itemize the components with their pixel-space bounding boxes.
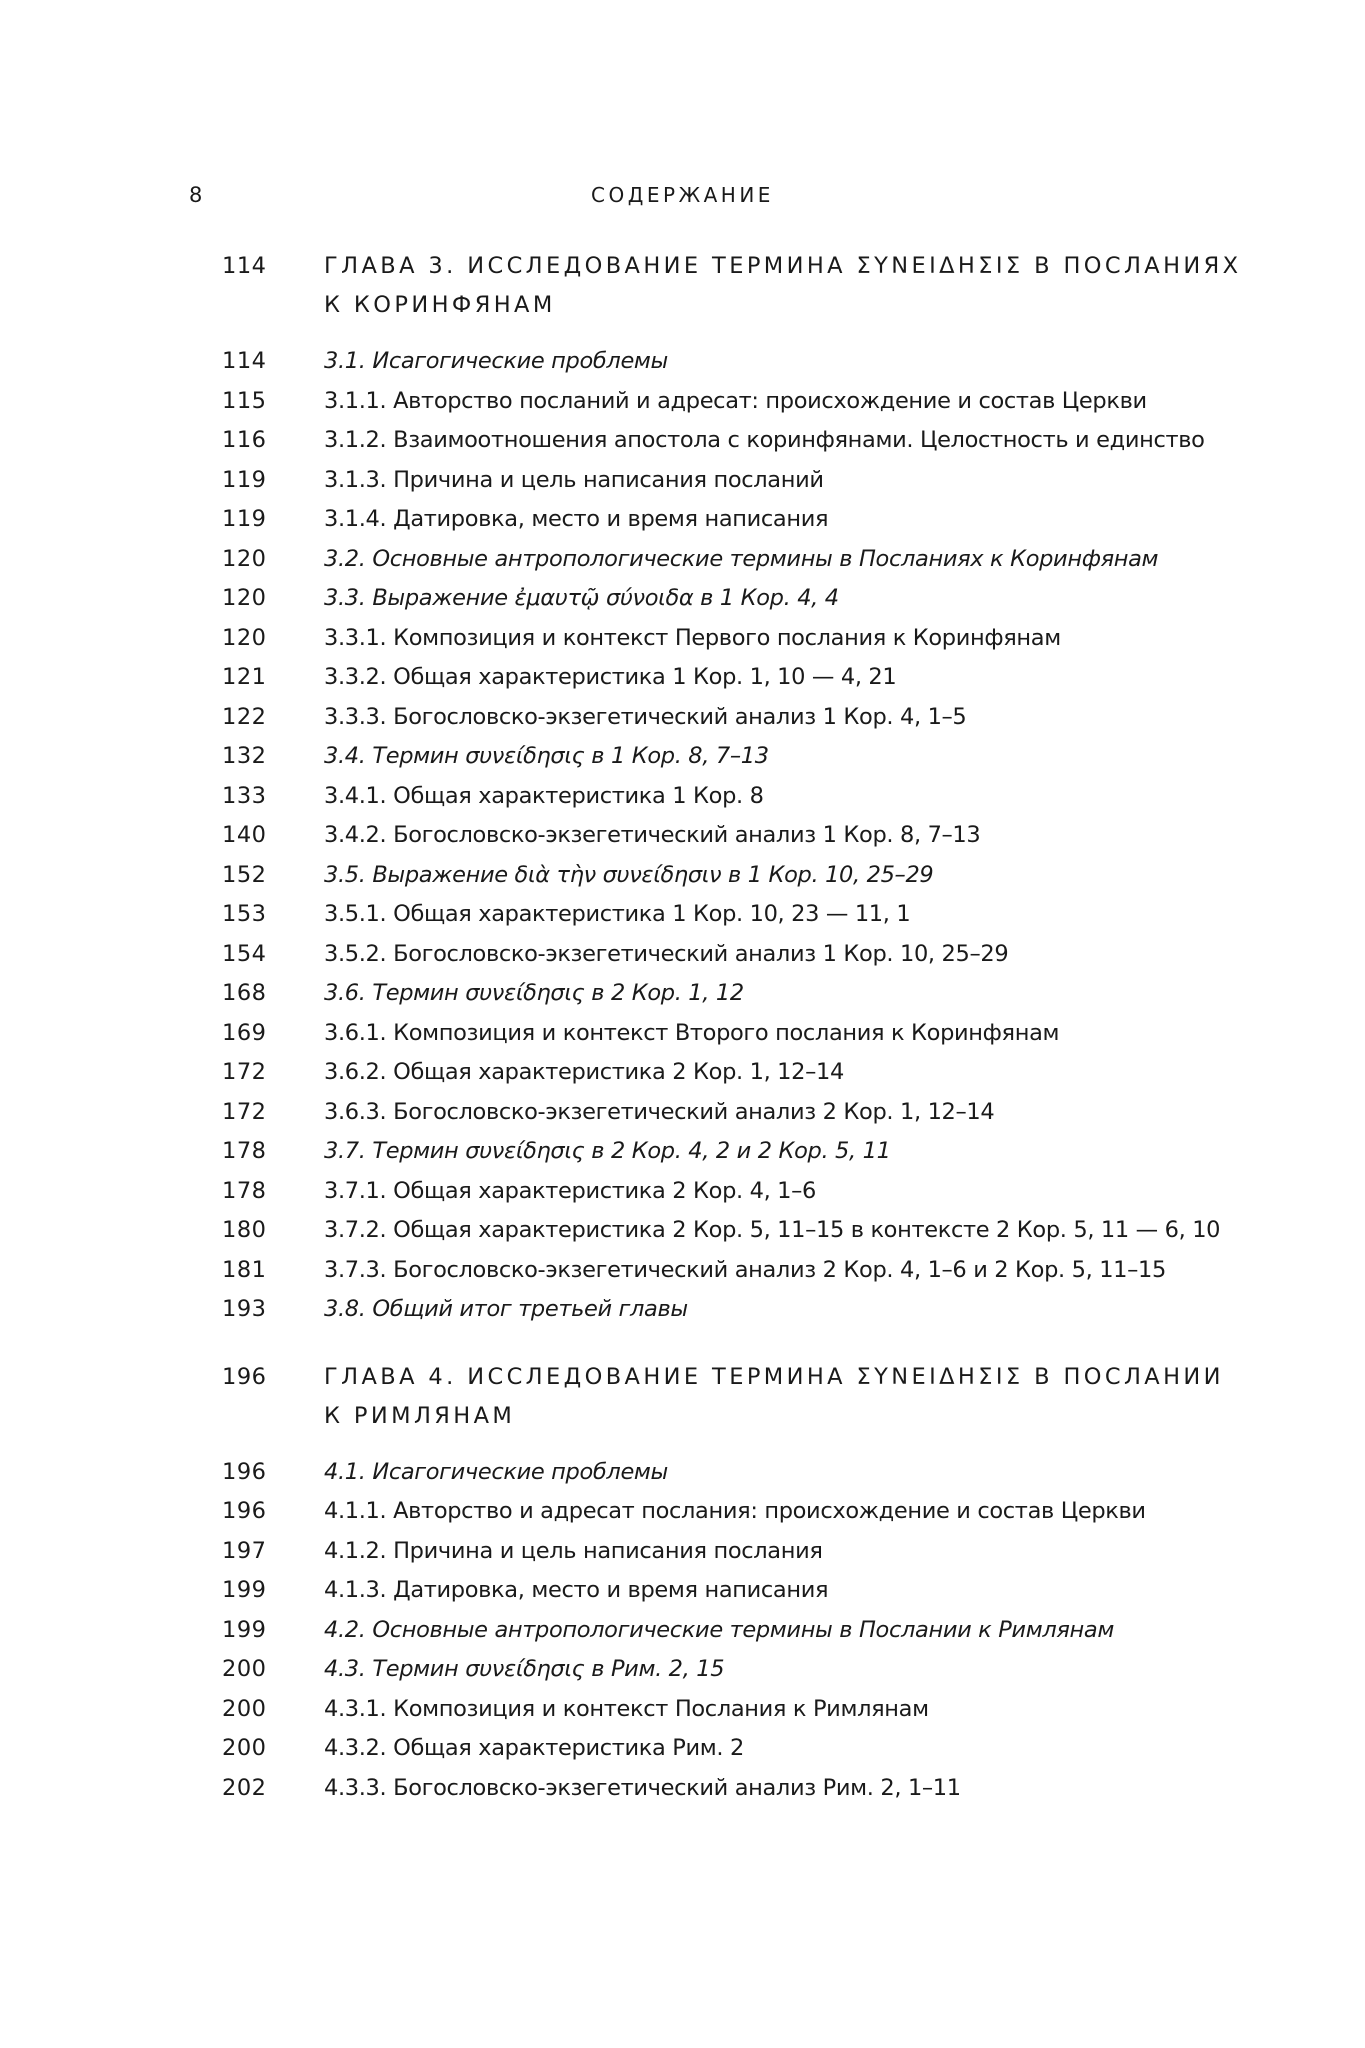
toc-entry-title: 3.7.3. Богословско-экзегетический анализ 2 Кор. 4, 1–6 и 2 Кор. 5, 11–15 [324, 1256, 1166, 1283]
toc-subsection-entry [222, 698, 1222, 738]
toc-page-number: 169 [222, 1019, 267, 1046]
toc-subsection-entry [222, 1571, 1222, 1611]
toc-page-number: 180 [222, 1217, 267, 1243]
toc-page-number: 196 [222, 1458, 267, 1485]
toc-subsection-entry [222, 895, 1222, 935]
chapter-title-line: К КОРИНФЯНАМ [324, 292, 556, 318]
toc-entry-title: 3.1.4. Датировка, место и время написания [324, 506, 829, 532]
toc-entry-title: 4.1.3. Датировка, место и время написания [324, 1577, 829, 1603]
chapter-title-line: К РИМЛЯНАМ [324, 1402, 516, 1429]
toc-subsection-entry [222, 1053, 1222, 1093]
toc-page-number: 140 [222, 822, 267, 848]
toc-page-number: 181 [222, 1256, 267, 1283]
toc-section-entry [222, 856, 1222, 896]
toc-subsection-entry [222, 421, 1222, 461]
toc-section-entry [222, 1453, 1222, 1493]
chapter-title [324, 1358, 1224, 1436]
toc-entry-title: 4.3.1. Композиция и контекст Послания к Римлянам [324, 1695, 929, 1722]
toc-entry-title: 3.3.1. Композиция и контекст Первого послания к Коринфянам [324, 624, 1061, 651]
toc-page-number: 121 [222, 664, 267, 690]
toc-page-number: 153 [222, 901, 267, 927]
toc-entry-title: 4.3. Термин συνείδησις в Рим. 2, 15 [324, 1656, 725, 1682]
toc-page-number: 115 [222, 387, 267, 414]
toc-subsection-entry [222, 461, 1222, 501]
toc-subsection-entry [222, 1251, 1222, 1291]
toc-subsection-entry [222, 1769, 1222, 1809]
toc-subsection-entry [222, 500, 1222, 540]
toc-entry-title: 3.6.3. Богословско-экзегетический анализ 2 Кор. 1, 12–14 [324, 1098, 995, 1125]
chapter-4-entries [222, 1453, 1222, 1809]
chapter-3-entries [222, 342, 1222, 1330]
toc-section-entry [222, 1650, 1222, 1690]
toc-page-number: 200 [222, 1695, 267, 1722]
toc-entry-title: 3.6. Термин συνείδησις в 2 Кор. 1, 12 [324, 980, 744, 1006]
toc-section-entry [222, 974, 1222, 1014]
toc-page-number: 199 [222, 1616, 267, 1643]
chapter-page-number: 114 [222, 253, 267, 279]
toc-entry-title: 3.3. Выражение ἐμαυτῷ σύνοιδα в 1 Кор. 4, 4 [324, 585, 839, 611]
toc-entry-title: 4.1. Исагогические проблемы [324, 1458, 668, 1485]
toc-entry-title: 3.1.1. Авторство посланий и адресат: происхождение и состав Церкви [324, 387, 1147, 414]
toc-subsection-entry [222, 619, 1222, 659]
chapter-title [324, 247, 1242, 325]
toc-page-number: 178 [222, 1177, 267, 1204]
toc-entry-title: 3.4. Термин συνείδησις в 1 Кор. 8, 7–13 [324, 743, 769, 769]
toc-entry-title: 4.3.2. Общая характеристика Рим. 2 [324, 1735, 744, 1761]
toc-subsection-entry [222, 1211, 1222, 1251]
chapter-separator [222, 1330, 1222, 1358]
toc-entry-title: 3.8. Общий итог третьей главы [324, 1296, 688, 1322]
toc-section-entry [222, 737, 1222, 777]
toc-subsection-entry [222, 1172, 1222, 1212]
toc-entry-title: 3.3.2. Общая характеристика 1 Кор. 1, 10 — 4, 21 [324, 664, 897, 690]
toc-subsection-entry [222, 1690, 1222, 1730]
chapter-title-line: ГЛАВА 4. ИССЛЕДОВАНИЕ ТЕРМИНА ΣΥΝΕΙΔΗΣΙΣ В ПОСЛАНИИ [324, 1363, 1224, 1390]
toc-entry-title: 3.4.1. Общая характеристика 1 Кор. 8 [324, 782, 764, 809]
toc-section-entry [222, 342, 1222, 382]
chapter-4-heading [222, 1358, 1222, 1436]
toc-page-number: 133 [222, 782, 267, 809]
toc-page-number: 119 [222, 466, 267, 493]
toc-section-entry [222, 579, 1222, 619]
toc-entry-title: 4.3.3. Богословско-экзегетический анализ Рим. 2, 1–11 [324, 1774, 961, 1801]
toc-entry-title: 3.2. Основные антропологические термины в Посланиях к Коринфянам [324, 545, 1159, 572]
toc-page-number: 122 [222, 703, 267, 730]
toc-subsection-entry [222, 1093, 1222, 1133]
toc-entry-title: 4.1.2. Причина и цель написания послания [324, 1537, 823, 1564]
toc-page-number: 200 [222, 1656, 267, 1682]
toc-page-number: 120 [222, 624, 267, 651]
toc-page-number: 132 [222, 743, 267, 769]
toc-page-number: 196 [222, 1498, 267, 1524]
toc-entry-title: 3.6.2. Общая характеристика 2 Кор. 1, 12–14 [324, 1059, 844, 1085]
toc-entry-title: 3.3.3. Богословско-экзегетический анализ 1 Кор. 4, 1–5 [324, 703, 967, 730]
toc-subsection-entry [222, 382, 1222, 422]
toc-entry-title: 3.5. Выражение διὰ τὴν συνείδησιν в 1 Кор. 10, 25–29 [324, 861, 934, 888]
toc-entry-title: 3.6.1. Композиция и контекст Второго послания к Коринфянам [324, 1019, 1060, 1046]
chapter-title-line: ГЛАВА 3. ИССЛЕДОВАНИЕ ТЕРМИНА ΣΥΝΕΙΔΗΣΙΣ В ПОСЛАНИЯХ [324, 253, 1242, 279]
toc-subsection-entry [222, 1492, 1222, 1532]
toc-page-number: 172 [222, 1098, 267, 1125]
toc-subsection-entry [222, 658, 1222, 698]
toc-page-number: 199 [222, 1577, 267, 1603]
toc-entry-title: 3.7.2. Общая характеристика 2 Кор. 5, 11–15 в контексте 2 Кор. 5, 11 — 6, 10 [324, 1217, 1221, 1243]
toc-entry-title: 3.1.2. Взаимоотношения апостола с коринфянами. Целостность и единство [324, 427, 1205, 453]
toc-page-number: 193 [222, 1296, 267, 1322]
chapter-3-heading [222, 247, 1242, 325]
toc-section-entry [222, 540, 1222, 580]
toc-page-number: 178 [222, 1138, 267, 1164]
table-of-contents [222, 247, 1242, 1808]
toc-subsection-entry [222, 1532, 1222, 1572]
toc-section-entry [222, 1290, 1222, 1330]
toc-page-number: 152 [222, 861, 267, 888]
toc-page-number: 119 [222, 506, 267, 532]
toc-entry-title: 3.5.1. Общая характеристика 1 Кор. 10, 23 — 11, 1 [324, 901, 911, 927]
toc-entry-title: 4.2. Основные антропологические термины в Послании к Римлянам [324, 1616, 1114, 1643]
toc-entry-title: 3.5.2. Богословско-экзегетический анализ 1 Кор. 10, 25–29 [324, 940, 1009, 967]
toc-subsection-entry [222, 816, 1222, 856]
toc-entry-title: 4.1.1. Авторство и адресат послания: происхождение и состав Церкви [324, 1498, 1146, 1524]
toc-subsection-entry [222, 935, 1222, 975]
toc-subsection-entry [222, 1729, 1222, 1769]
toc-entry-title: 3.1.3. Причина и цель написания посланий [324, 466, 824, 493]
page-number: 8 [189, 183, 203, 207]
toc-page-number: 116 [222, 427, 267, 453]
toc-page-number: 200 [222, 1735, 267, 1761]
toc-page-number: 114 [222, 348, 267, 374]
toc-page-number: 202 [222, 1774, 267, 1801]
toc-entry-title: 3.7. Термин συνείδησις в 2 Кор. 4, 2 и 2 Кор. 5, 11 [324, 1138, 891, 1164]
toc-entry-title: 3.1. Исагогические проблемы [324, 348, 668, 374]
toc-page-number: 197 [222, 1537, 267, 1564]
toc-page-number: 154 [222, 940, 267, 967]
chapter-page-number: 196 [222, 1363, 267, 1390]
toc-page-number: 120 [222, 545, 267, 572]
running-head: СОДЕРЖАНИЕ [591, 183, 774, 207]
toc-section-entry [222, 1132, 1222, 1172]
toc-entry-title: 3.7.1. Общая характеристика 2 Кор. 4, 1–6 [324, 1177, 816, 1204]
toc-section-entry [222, 1611, 1222, 1651]
toc-entry-title: 3.4.2. Богословско-экзегетический анализ 1 Кор. 8, 7–13 [324, 822, 981, 848]
toc-page-number: 120 [222, 585, 267, 611]
toc-subsection-entry [222, 777, 1222, 817]
toc-page-number: 172 [222, 1059, 267, 1085]
toc-page-number: 168 [222, 980, 267, 1006]
toc-subsection-entry [222, 1014, 1222, 1054]
